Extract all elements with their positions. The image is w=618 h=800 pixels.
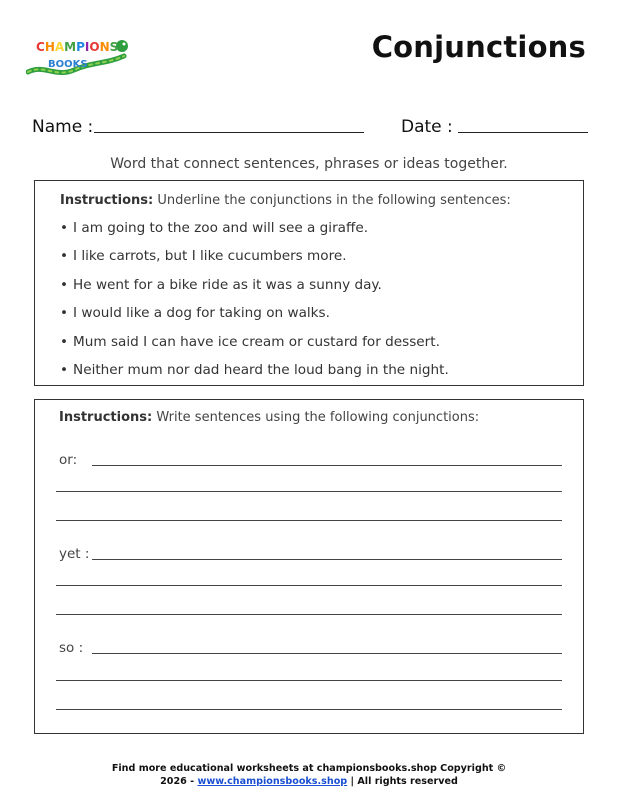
writing-line[interactable] bbox=[56, 680, 562, 681]
logo-line2: BOOKS bbox=[48, 59, 88, 70]
section1-instructions bbox=[60, 193, 511, 208]
list-item: • Neither mum nor dad heard the loud bang in the night. bbox=[60, 361, 449, 378]
name-field[interactable] bbox=[94, 132, 364, 133]
list-item: • He went for a bike ride as it was a sunny day. bbox=[60, 276, 382, 293]
champions-books-logo bbox=[26, 34, 128, 78]
underline-exercise-box bbox=[34, 180, 584, 386]
page-title: Conjunctions bbox=[371, 30, 586, 64]
footer-rights: | All rights reserved bbox=[347, 776, 458, 787]
list-item: • I am going to the zoo and will see a giraffe. bbox=[60, 220, 369, 236]
writing-line[interactable] bbox=[92, 559, 562, 560]
conjunction-or-label: or: bbox=[59, 452, 78, 468]
name-label: Name : bbox=[32, 117, 94, 137]
list-item: • Mum said I can have ice cream or custard for dessert. bbox=[60, 333, 440, 350]
date-field[interactable] bbox=[458, 132, 588, 133]
footer bbox=[0, 762, 618, 788]
section1-instructions-label: Instructions: bbox=[60, 193, 154, 208]
subtitle: Word that connect sentences, phrases or ideas together. bbox=[110, 156, 508, 172]
list-item: • I like carrots, but I like cucumbers more. bbox=[60, 248, 347, 265]
footer-line1: Find more educational worksheets at championsbooks.shop Copyright © bbox=[111, 763, 507, 774]
writing-line[interactable] bbox=[56, 520, 562, 521]
writing-exercise-box bbox=[34, 399, 584, 734]
date-label: Date : bbox=[401, 117, 453, 137]
writing-line[interactable] bbox=[56, 614, 562, 615]
section1-instructions-text: Underline the conjunctions in the following sentences: bbox=[153, 193, 511, 208]
writing-line[interactable] bbox=[56, 709, 562, 710]
footer-year: 2026 - bbox=[160, 776, 198, 787]
section2-instructions-text: Write sentences using the following conjunctions: bbox=[152, 410, 480, 425]
writing-line[interactable] bbox=[56, 585, 562, 586]
footer-line2 bbox=[0, 775, 618, 788]
writing-line[interactable] bbox=[56, 491, 562, 492]
list-item: • I would like a dog for taking on walks. bbox=[60, 305, 330, 322]
footer-link[interactable]: www.championsbooks.shop bbox=[197, 776, 348, 787]
conjunction-so-label: so : bbox=[59, 640, 84, 656]
section2-instructions-label: Instructions: bbox=[59, 410, 153, 425]
logo-line1: CHAMPIONS bbox=[36, 40, 119, 54]
section2-instructions bbox=[59, 410, 479, 425]
writing-line[interactable] bbox=[92, 465, 562, 466]
writing-line[interactable] bbox=[92, 653, 562, 654]
conjunction-yet-label: yet : bbox=[59, 546, 90, 562]
sentence-list bbox=[60, 214, 449, 384]
